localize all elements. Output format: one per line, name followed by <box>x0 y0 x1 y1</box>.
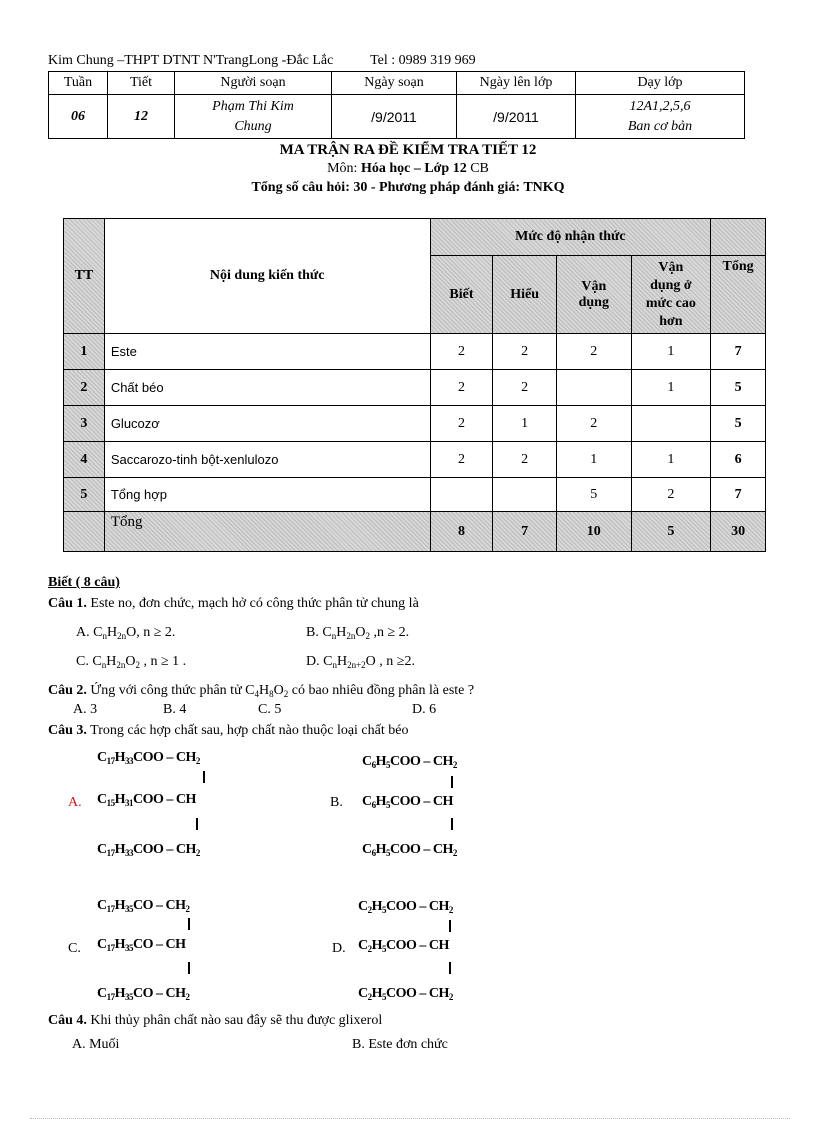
q1-option-d[interactable]: D. $C_nH_{2n+2}O$ , n ≥2. <box>306 654 415 670</box>
q1-option-b[interactable]: B. $C_nH_{2n}O_2$ ,n ≥ 2. <box>306 625 410 641</box>
bond: – <box>423 794 430 809</box>
bond-bar <box>203 771 205 783</box>
q3-d-line1: $C_2H_5COO - CH_2$ <box>358 899 453 915</box>
q4-text: Khi thủy phân chất nào sau đây sẽ thu được glixerol <box>86 1013 383 1028</box>
row-name: Saccarozo-tinh bột-xenlulozo <box>104 442 430 478</box>
ch2: CH <box>428 899 449 914</box>
matrix-total-header-blank <box>711 219 766 256</box>
matrix-col-levels: Mức độ nhận thức <box>430 219 711 256</box>
bond: – <box>166 842 173 857</box>
matrix-table <box>63 218 766 552</box>
q4-label: Câu 4. <box>48 1013 87 1028</box>
q3-option-d[interactable]: D. <box>332 941 346 956</box>
q3-option-a[interactable]: A. <box>68 795 82 810</box>
row-vdc: 1 <box>631 334 711 370</box>
bond: – <box>419 899 426 914</box>
row-vdc: 2 <box>631 478 711 512</box>
table-row <box>64 478 766 512</box>
vd-line2: dụng <box>578 294 609 310</box>
q3-c-line3: $C_{17}H_{35}CO - CH_2$ <box>97 986 190 1002</box>
q3-a-line3: $C_{17}H_{33}COO - CH_2$ <box>97 842 200 858</box>
q2-option-a[interactable]: A. 3 <box>73 702 98 717</box>
q3-option-b[interactable]: B. <box>330 795 343 810</box>
row-total: 6 <box>711 442 766 478</box>
row-name: Este <box>104 334 430 370</box>
q1-d-suffix: , n ≥2. <box>375 654 415 669</box>
ch2: CH <box>175 842 196 857</box>
row-tt: 2 <box>64 370 105 406</box>
q1-b-prefix: B. <box>306 625 323 640</box>
q3-text: Trong các hợp chất sau, hợp chất nào thuộc loại chất béo <box>86 723 409 738</box>
row-biet: 2 <box>430 334 493 370</box>
table-row <box>64 406 766 442</box>
total-label: Tổng <box>104 512 430 552</box>
author-value <box>175 95 332 139</box>
vdc-line1: Vận <box>658 259 684 275</box>
q1-a-suffix: , n ≥ 2. <box>136 625 176 640</box>
q1-d-prefix: D. <box>306 654 324 669</box>
q3-b-line3: $C_6H_5COO - CH_2$ <box>362 842 457 858</box>
row-tt: 4 <box>64 442 105 478</box>
bond: – <box>156 986 163 1001</box>
row-total: 5 <box>711 370 766 406</box>
school-line <box>48 53 476 69</box>
row-hieu: 1 <box>493 406 557 442</box>
row-vd <box>556 370 631 406</box>
header-week: Tuần <box>49 72 108 95</box>
q1-stem <box>48 596 419 612</box>
row-total: 7 <box>711 478 766 512</box>
row-biet: 2 <box>430 442 493 478</box>
phone-number: Tel : 0989 319 969 <box>370 53 476 68</box>
ch2: CH <box>432 754 453 769</box>
row-hieu: 2 <box>493 442 557 478</box>
row-vd: 1 <box>556 442 631 478</box>
total-vd: 10 <box>556 512 631 552</box>
total-biet: 8 <box>430 512 493 552</box>
bond-bar <box>451 776 453 788</box>
row-biet: 2 <box>430 370 493 406</box>
vdc-line4: hơn <box>659 313 683 329</box>
subject-suffix: CB <box>466 161 489 176</box>
classes-line1: 12A1,2,5,6 <box>629 98 691 114</box>
bond: – <box>156 937 163 952</box>
q1-c-prefix: C. <box>76 654 93 669</box>
row-vdc <box>631 406 711 442</box>
q3-stem <box>48 723 408 739</box>
q3-c-line2: $C_{17}H_{35}CO$ – CH <box>97 937 186 953</box>
matrix-col-total: Tổng <box>711 256 766 334</box>
row-name: Tổng hợp <box>104 478 430 512</box>
matrix-col-content: Nội dung kiến thức <box>104 219 430 334</box>
table-row <box>64 370 766 406</box>
q3-a-line2: $C_{15}H_{31}COO$ – CH <box>97 792 196 808</box>
total-hieu: 7 <box>493 512 557 552</box>
ch2: CH <box>432 842 453 857</box>
info-table <box>48 71 745 139</box>
classes-line2: Ban cơ bản <box>627 118 693 134</box>
ch: CH <box>175 792 196 807</box>
matrix-level-vdc <box>631 256 711 334</box>
table-total-row <box>64 512 766 552</box>
matrix-level-biet: Biết <box>430 256 493 334</box>
q1-option-c[interactable]: C. $C_nH_{2n}O_2$ , n ≥ 1 . <box>76 654 187 670</box>
table-row <box>64 442 766 478</box>
row-vdc: 1 <box>631 370 711 406</box>
q1-c-suffix: , n ≥ 1 . <box>139 654 187 669</box>
row-name: Chất béo <box>104 370 430 406</box>
row-tt: 3 <box>64 406 105 442</box>
bond-bar <box>196 818 198 830</box>
q1-a-prefix: A. <box>76 625 94 640</box>
q3-b-line1: $C_6H_5COO - CH_2$ <box>362 754 457 770</box>
row-vd: 2 <box>556 334 631 370</box>
q3-a-line1: $C_{17}H_{33}COO - CH_2$ <box>97 750 200 766</box>
q2-option-d[interactable]: D. 6 <box>412 702 437 717</box>
row-name: Glucozơ <box>104 406 430 442</box>
vd-line1: Vận <box>581 278 607 294</box>
total-vdc: 5 <box>631 512 711 552</box>
table-row <box>64 334 766 370</box>
classes-value <box>576 95 745 139</box>
author-line2: Chung <box>234 118 272 134</box>
bond: – <box>156 898 163 913</box>
q2-stem: Câu 2. Ứng với công thức phân tử $C_4H_8O_2$ có bao nhiêu đồng phân là este ? <box>48 683 475 699</box>
bond-bar <box>188 962 190 974</box>
bond: – <box>419 938 426 953</box>
row-tt: 5 <box>64 478 105 512</box>
bond: – <box>423 754 430 769</box>
row-hieu: 2 <box>493 370 557 406</box>
author-line1: Phạm Thi Kim <box>212 98 294 114</box>
ch: CH <box>428 938 449 953</box>
total-line: Tổng số câu hỏi: 30 - Phương pháp đánh giá: TNKQ <box>251 180 565 195</box>
row-total: 5 <box>711 406 766 442</box>
section-biet: Biết ( 8 câu) <box>48 575 120 590</box>
header-period: Tiết <box>108 72 175 95</box>
teach-date-value: /9/2011 <box>457 95 576 139</box>
q2-option-c[interactable]: C. 5 <box>258 702 282 717</box>
q2-text-after: có bao nhiêu đồng phân là este ? <box>288 683 475 698</box>
q1-label: Câu 1. <box>48 596 87 611</box>
subject-line <box>0 161 816 177</box>
vdc-line2: dụng ở <box>650 277 692 293</box>
row-vdc: 1 <box>631 442 711 478</box>
doc-title: MA TRẬN RA ĐỀ KIỂM TRA TIẾT 12 <box>279 142 537 158</box>
row-biet: 2 <box>430 406 493 442</box>
ch2: CH <box>175 750 196 765</box>
q2-option-b[interactable]: B. 4 <box>163 702 187 717</box>
bond-bar <box>451 818 453 830</box>
prep-date-value: /9/2011 <box>332 95 457 139</box>
q4-stem <box>48 1013 382 1029</box>
page-bottom-divider <box>30 1118 790 1119</box>
header-prep-date: Ngày soạn <box>332 72 457 95</box>
matrix-level-hieu: Hiểu <box>493 256 557 334</box>
row-total: 7 <box>711 334 766 370</box>
matrix-col-tt: TT <box>64 219 105 334</box>
q1-option-a[interactable]: A. $C_nH_{2n}O$, n ≥ 2. <box>76 625 176 641</box>
ch2: CH <box>165 986 186 1001</box>
q1-text: Este no, đơn chức, mạch hở có công thức phân tử chung là <box>86 596 419 611</box>
week-value: 06 <box>49 95 108 139</box>
q2-label: Câu 2. <box>48 683 87 698</box>
bond-bar <box>188 918 190 930</box>
subject-bold: Hóa học – Lớp 12 <box>360 161 467 176</box>
q3-d-line3: $C_2H_5COO - CH_2$ <box>358 986 453 1002</box>
bond: – <box>166 792 173 807</box>
matrix-level-vd <box>556 256 631 334</box>
row-vd: 5 <box>556 478 631 512</box>
row-hieu <box>493 478 557 512</box>
q3-d-line2: $C_2H_5COO$ – CH <box>358 938 449 954</box>
header-teach-date: Ngày lên lớp <box>457 72 576 95</box>
total-tt-blank <box>64 512 105 552</box>
ch: CH <box>432 794 453 809</box>
row-vd: 2 <box>556 406 631 442</box>
bond-bar <box>449 962 451 974</box>
vdc-line3: mức cao <box>645 295 696 311</box>
q3-b-line2: $C_6H_5COO$ – CH <box>362 794 453 810</box>
subject-prefix: Môn: <box>327 161 361 176</box>
bond: – <box>419 986 426 1001</box>
q2-text-before: Ứng với công thức phân tử <box>86 683 246 698</box>
q4-option-a[interactable]: A. Muối <box>72 1037 120 1052</box>
bond-bar <box>449 920 451 932</box>
header-classes: Dạy lớp <box>576 72 745 95</box>
ch: CH <box>165 937 186 952</box>
bond: – <box>423 842 430 857</box>
bond: – <box>166 750 173 765</box>
row-biet <box>430 478 493 512</box>
header-author: Người soạn <box>175 72 332 95</box>
q4-option-b[interactable]: B. Este đơn chức <box>352 1037 448 1052</box>
ch2: CH <box>428 986 449 1001</box>
period-value: 12 <box>108 95 175 139</box>
total-grand: 30 <box>711 512 766 552</box>
school-name: Kim Chung –THPT DTNT N'TrangLong -Đắc Lắc <box>48 53 334 68</box>
q3-option-c[interactable]: C. <box>68 941 81 956</box>
q1-b-suffix: ,n ≥ 2. <box>369 625 410 640</box>
ch2: CH <box>165 898 186 913</box>
q3-label: Câu 3. <box>48 723 87 738</box>
row-hieu: 2 <box>493 334 557 370</box>
q3-c-line1: $C_{17}H_{35}CO - CH_2$ <box>97 898 190 914</box>
row-tt: 1 <box>64 334 105 370</box>
